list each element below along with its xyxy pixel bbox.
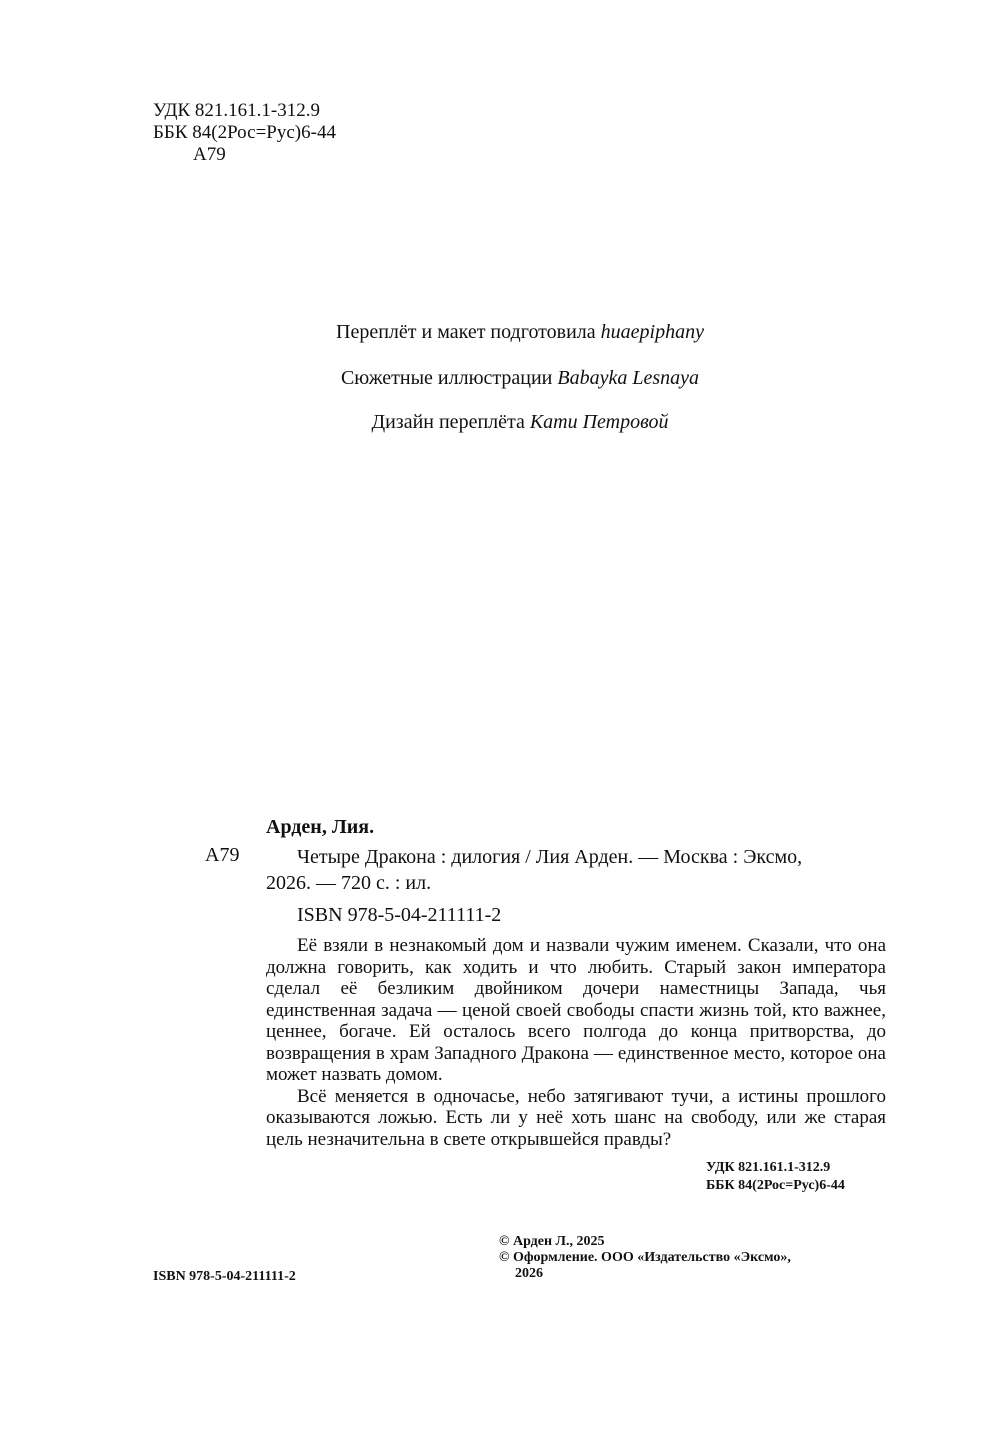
footer-isbn: ISBN 978-5-04-211111-2 bbox=[153, 1269, 296, 1284]
credit-label: Сюжетные иллюстрации bbox=[340, 367, 553, 389]
footer-bbk: ББК 84(2Рос=Рус)6-44 bbox=[706, 1178, 845, 1193]
catalog-code: А79 bbox=[205, 844, 240, 866]
footer-udk: УДК 821.161.1-312.9 bbox=[706, 1160, 831, 1175]
annotation-paragraph: Её взяли в незнакомый дом и назвали чужим именем. Сказали, что она должна говорить, как ходить и что любить. Старый закон императора сделал её безликим двойником дочери наместницы Запада, чья единственная задача — ценой своей свободы спасти жизнь той, кто важнее, ценнее, богаче. Ей осталось всего полгода до конца притворства, до возвращения в храм Западного Дракона — единственное место, которое она может назвать домом. bbox=[266, 935, 886, 1085]
credit-name: Babayka Lesnaya bbox=[557, 367, 700, 389]
author-code: А79 bbox=[193, 144, 226, 165]
credit-cover-design bbox=[0, 411, 986, 434]
copyright-design-year: 2026 bbox=[515, 1266, 543, 1281]
copyright-block bbox=[499, 1234, 889, 1282]
credit-label: Дизайн переплёта bbox=[371, 411, 525, 433]
credit-name: Кати Петровой bbox=[529, 411, 669, 433]
annotation bbox=[266, 935, 886, 1150]
catalog-isbn: ISBN 978-5-04-211111-2 bbox=[297, 904, 502, 926]
copyright-design: © Оформление. ООО «Издательство «Эксмо», bbox=[499, 1250, 791, 1265]
copyright-author: © Арден Л., 2025 bbox=[499, 1234, 605, 1249]
annotation-paragraph: Всё меняется в одночасье, небо затягивают тучи, а истины прошлого оказываются ложью. Есть ли у неё хоть шанс на свободу, или же старая цель незначительна в свете открывшейся правды? bbox=[266, 1085, 886, 1150]
catalog-title-line1: Четыре Дракона : дилогия / Лия Арден. — Москва : Эксмо, bbox=[297, 846, 803, 868]
bbk-code: ББК 84(2Рос=Рус)6-44 bbox=[153, 122, 336, 143]
credit-label: Переплёт и макет подготовила bbox=[336, 321, 596, 343]
credit-binding-layout bbox=[0, 321, 986, 344]
udk-code: УДК 821.161.1-312.9 bbox=[153, 100, 320, 121]
catalog-title-line2: 2026. — 720 с. : ил. bbox=[266, 872, 432, 894]
credit-illustrations bbox=[0, 367, 986, 390]
credit-name: huaepiphany bbox=[600, 321, 704, 343]
footer-classification bbox=[706, 1159, 845, 1195]
classification-block bbox=[153, 100, 336, 166]
catalog-author: Арден, Лия. bbox=[266, 816, 375, 838]
catalog-title bbox=[266, 844, 886, 896]
